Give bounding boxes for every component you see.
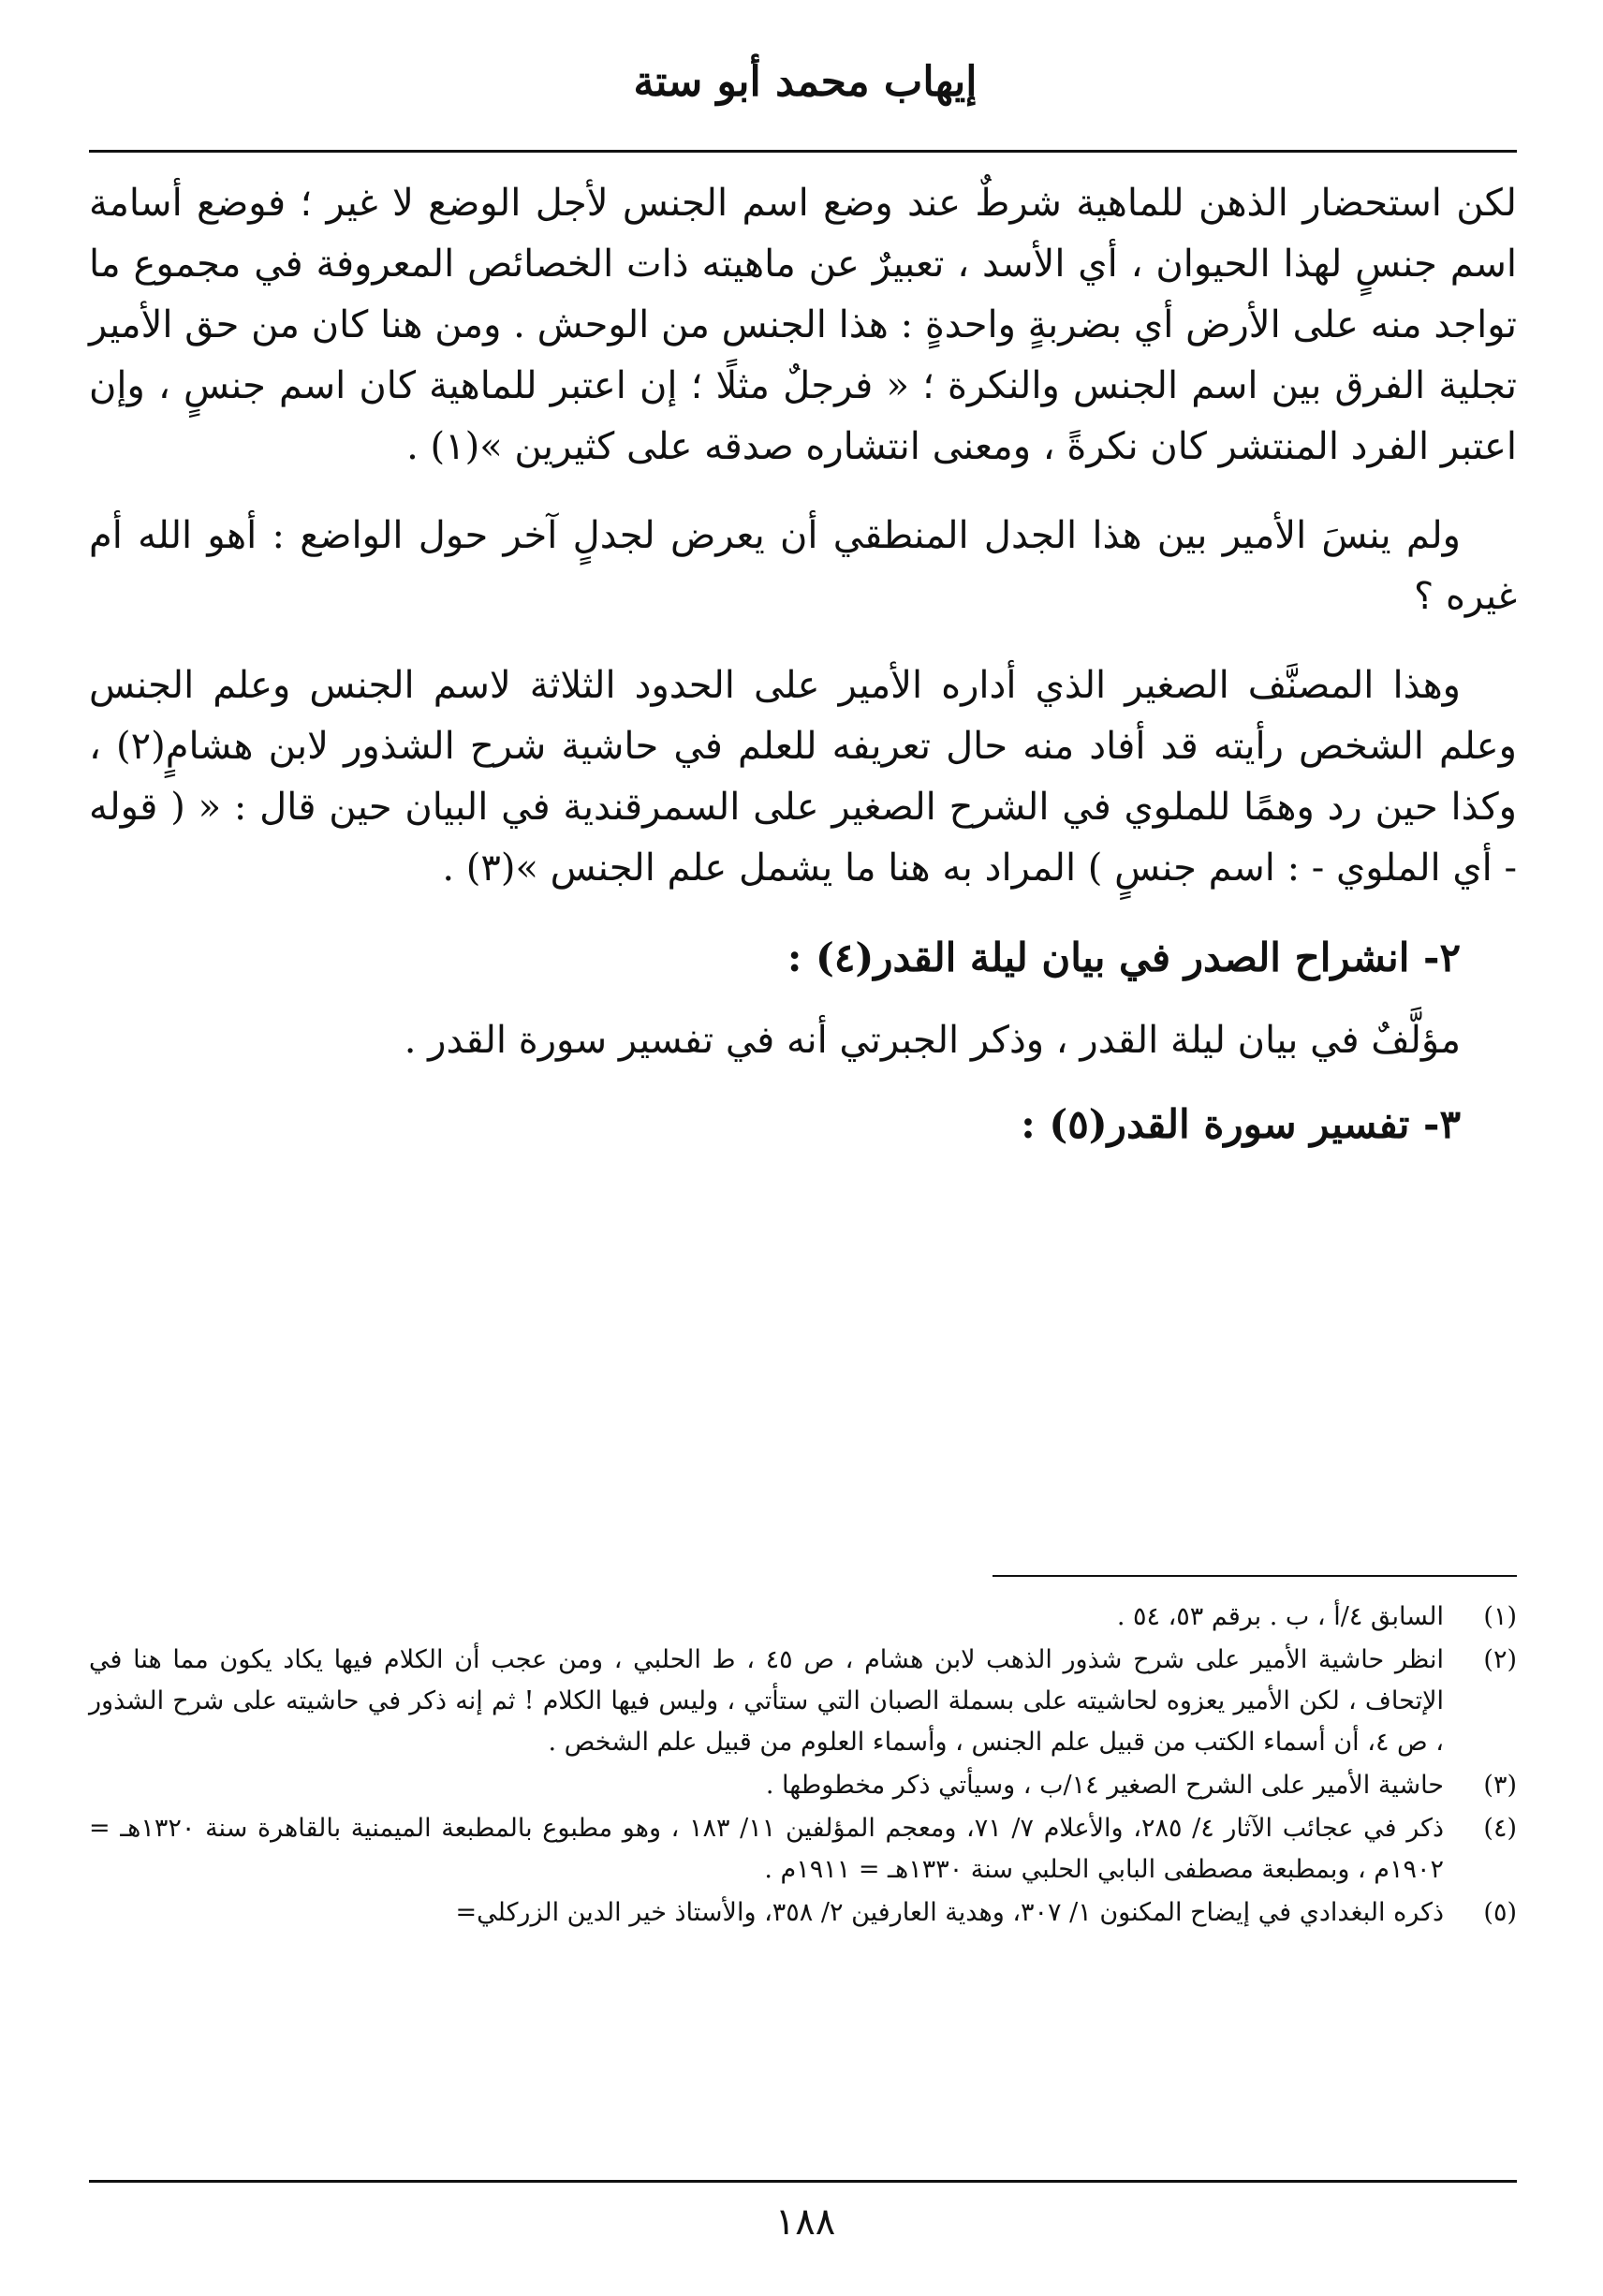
footnote-text: حاشية الأمير على الشرح الصغير ١٤/ب ، وسيأتي ذكر مخطوطها .	[765, 1771, 1444, 1800]
footnote-divider	[993, 1575, 1517, 1577]
header-divider	[89, 150, 1517, 153]
footnote-number: (٢)	[1483, 1645, 1517, 1674]
footnotes	[89, 1597, 1517, 1935]
footnote-4	[89, 1808, 1517, 1891]
footnote-text: انظر حاشية الأمير على شرح شذور الذهب لابن هشام ، ص ٤٥ ، ط الحلبي ، ومن عجب أن الكلام فيها يكاد يكون مما هنا في الإتحاف ، لكن الأمير يعزوه لحاشيته على بسملة الصبان التي ستأتي ، وليس فيها الكلام ! ثم إنه ذكر في حاشيته على شرح الشذور ، ص ٤، أن أسماء الكتب من قبيل علم الجنس ، وأسماء العلوم من قبيل علم الشخص .	[89, 1645, 1444, 1757]
footnote-text: السابق ٤/أ ، ب . برقم ٥٣، ٥٤ .	[1116, 1602, 1444, 1631]
footnote-number: (٣)	[1483, 1771, 1517, 1800]
main-text	[89, 173, 1517, 1177]
section-heading-2: ٢- انشراح الصدر في بيان ليلة القدر(٤) :	[787, 935, 1461, 980]
footnote-1	[89, 1597, 1517, 1638]
footer-divider	[89, 2180, 1517, 2183]
section-heading-3: ٣- تفسير سورة القدر(٥) :	[1021, 1101, 1461, 1147]
body-paragraph-2: ولم ينسَ الأمير بين هذا الجدل المنطقي أن يعرض لجدلٍ آخر حول الواضع : أهو الله أم غيره ؟	[89, 514, 1517, 618]
footnote-number: (١)	[1483, 1602, 1517, 1631]
body-paragraph-1: لكن استحضار الذهن للماهية شرطٌ عند وضع اسم الجنس لأجل الوضع لا غير ؛ فوضع أسامة اسم جنسٍ لهذا الحيوان ، أي الأسد ، تعبيرٌ عن ماهيته ذات الخصائص المعروفة في مجموع ما تواجد منه على الأرض أي بضربةٍ واحدةٍ : هذا الجنس من الوحش . ومن هنا كان من حق الأمير تجلية الفرق بين اسم الجنس والنكرة ؛ « فرجلٌ مثلًا ؛ إن اعتبر للماهية كان اسم جنسٍ ، وإن اعتبر الفرد المنتشر كان نكرةً ، ومعنى انتشاره صدقه على كثيرين »(١) .	[89, 182, 1517, 468]
running-header: إيهاب محمد أبو ستة	[633, 58, 978, 106]
footnote-2	[89, 1640, 1517, 1763]
footnote-text: ذكر في عجائب الآثار ٤/ ٢٨٥، والأعلام ٧/ ٧١، ومعجم المؤلفين ١١/ ١٨٣ ، وهو مطبوع بالمطبعة الميمنية بالقاهرة سنة ١٣٢٠هـ = ١٩٠٢م ، وبمطبعة مصطفى البابي الحلبي سنة ١٣٣٠هـ = ١٩١١م .	[89, 1814, 1444, 1884]
body-paragraph-4: مؤلَّفٌ في بيان ليلة القدر ، وذكر الجبرتي أنه في تفسير سورة القدر .	[404, 1019, 1461, 1062]
page-number: ١٨٨	[774, 2200, 836, 2244]
footnote-number: (٥)	[1483, 1898, 1517, 1927]
footnote-number: (٤)	[1483, 1814, 1517, 1843]
footnote-3	[89, 1765, 1517, 1806]
body-paragraph-3: وهذا المصنَّف الصغير الذي أداره الأمير على الحدود الثلاثة لاسم الجنس وعلم الجنس وعلم الشخص رأيته قد أفاد منه حال تعريفه للعلم في حاشية شرح الشذور لابن هشامٍ(٢) ، وكذا حين رد وهمًا للملوي في الشرح الصغير على السمرقندية في البيان حين قال : « ( قوله - أي الملوي - : اسم جنسٍ ) المراد به هنا ما يشمل علم الجنس »(٣) .	[89, 664, 1517, 890]
footnote-5	[89, 1892, 1517, 1934]
footnote-text: ذكره البغدادي في إيضاح المكنون ١/ ٣٠٧، وهدية العارفين ٢/ ٣٥٨، والأستاذ خير الدين الزركلي=	[455, 1898, 1444, 1927]
